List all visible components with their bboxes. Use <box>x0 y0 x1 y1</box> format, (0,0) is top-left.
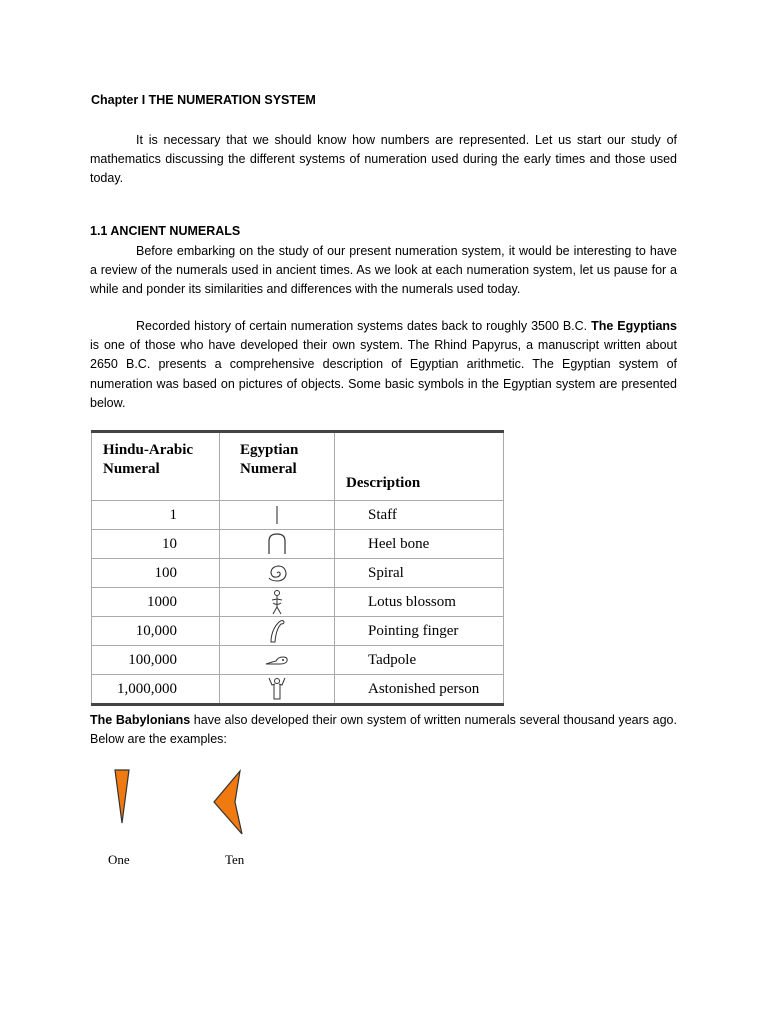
tadpole-icon <box>264 651 290 669</box>
intro-text: It is necessary that we should know how numbers are represented. Let us start our study of mathematics discussing the different systems of numeration used during the early times and those used today. <box>90 133 677 186</box>
caption-one: One <box>108 852 130 867</box>
row-description: Lotus blossom <box>335 588 504 617</box>
row-description: Heel bone <box>335 530 504 559</box>
header-egyptian <box>220 432 335 501</box>
row-description: Astonished person <box>335 675 504 705</box>
babylonian-paragraph <box>90 711 677 749</box>
section-paragraph <box>90 242 677 300</box>
caption-ten: Ten <box>225 852 245 867</box>
babylonian-text: have also developed their own system of written numerals several thousand years ago. Below are the examples: <box>90 713 677 747</box>
row-description: Pointing finger <box>335 617 504 646</box>
section-text: Before embarking on the study of our present numeration system, it would be interesting to have a review of the numerals used in ancient times. As we look at each numeration system, let us pause for a while and ponder its similarities and differences with the numerals used today. <box>90 244 677 297</box>
row-description: Spiral <box>335 559 504 588</box>
row-value: 10,000 <box>92 617 220 646</box>
row-value: 1,000,000 <box>92 675 220 705</box>
intro-paragraph <box>90 131 677 189</box>
egyptian-paragraph <box>90 317 677 413</box>
astonished-person-icon <box>267 676 287 702</box>
table-row <box>92 530 504 559</box>
header-egypt-line1: Egyptian <box>240 442 299 458</box>
table-row <box>92 501 504 530</box>
row-value: 10 <box>92 530 220 559</box>
egyptians-bold: The Egyptians <box>591 319 678 333</box>
section-title: 1.1 ANCIENT NUMERALS <box>90 224 241 238</box>
spiral-icon <box>265 562 289 584</box>
header-hindu-line2: Numeral <box>103 461 160 477</box>
chapter-title: Chapter I THE NUMERATION SYSTEM <box>91 93 316 107</box>
wedge-ten-icon <box>210 768 246 836</box>
table-row <box>92 588 504 617</box>
pointing-finger-icon <box>267 618 287 644</box>
egyptian-text-pre: Recorded history of certain numeration systems dates back to roughly 3500 B.C. <box>136 319 592 333</box>
header-egypt-line2: Numeral <box>240 461 297 477</box>
egyptian-numeral-table <box>91 430 504 706</box>
table-row <box>92 675 504 705</box>
table-header-row <box>92 432 504 501</box>
header-description: Description <box>335 432 504 501</box>
row-value: 1 <box>92 501 220 530</box>
staff-icon <box>270 504 284 526</box>
row-description: Tadpole <box>335 646 504 675</box>
egyptian-text-post: is one of those who have developed their own system. The Rhind Papyrus, a manuscript written about 2650 B.C. presents a comprehensive description of Egyptian arithmetic. The Egyptian system of numeration was based on pictures of objects. Some basic symbols in the Egyptian system are presented below. <box>90 338 677 410</box>
row-value: 100 <box>92 559 220 588</box>
wedge-one-icon <box>112 768 132 826</box>
table-row <box>92 617 504 646</box>
lotus-blossom-icon <box>268 589 286 615</box>
header-hindu-line1: Hindu-Arabic <box>103 442 194 458</box>
babylonians-bold: The Babylonians <box>90 713 191 727</box>
table-row <box>92 646 504 675</box>
heel-bone-icon <box>266 532 288 556</box>
row-value: 100,000 <box>92 646 220 675</box>
table-row <box>92 559 504 588</box>
row-description: Staff <box>335 501 504 530</box>
row-value: 1000 <box>92 588 220 617</box>
header-hindu-arabic <box>92 432 220 501</box>
